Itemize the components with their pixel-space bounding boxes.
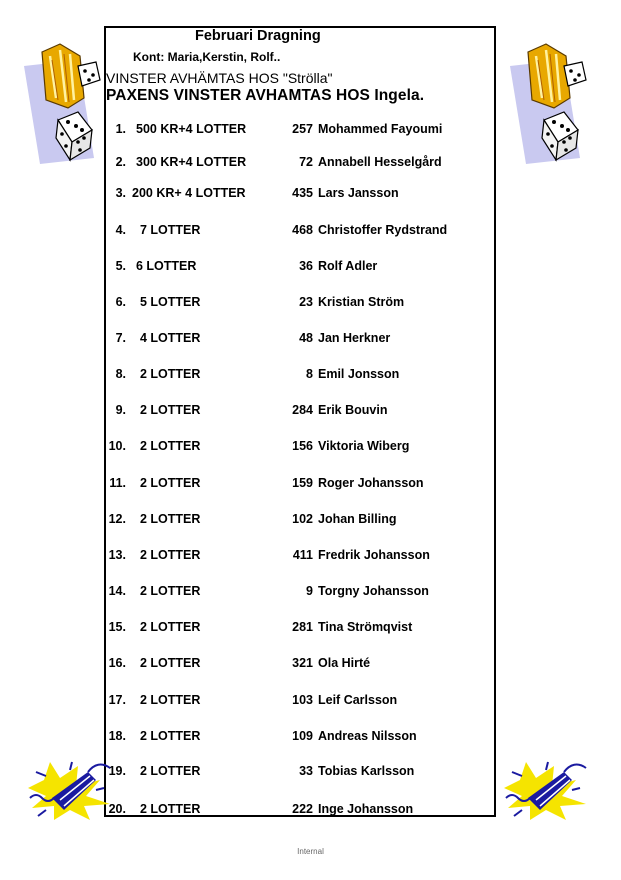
winner-name: Lars Jansson [318, 186, 399, 200]
prize-text: 300 KR+4 LOTTER [136, 155, 247, 169]
pickup-notice: VINSTER AVHÄMTAS HOS "Strölla" [106, 70, 333, 86]
party-horn-icon [500, 758, 596, 822]
ticket-number: 321 [292, 656, 313, 670]
row-number: 6. [115, 295, 126, 309]
winner-name: Viktoria Wiberg [318, 439, 410, 453]
prize-text: 2 LOTTER [140, 693, 201, 707]
ticket-number: 222 [292, 802, 313, 816]
ticket-number: 159 [292, 476, 313, 490]
row-number: 12. [108, 512, 126, 526]
row-number: 16. [108, 656, 126, 670]
ticket-number: 103 [292, 693, 313, 707]
winner-name: Emil Jonsson [318, 367, 400, 381]
row-number: 1. [115, 122, 126, 136]
prize-text: 2 LOTTER [140, 656, 201, 670]
dice-tower-icon [22, 38, 106, 168]
prize-text: 2 LOTTER [140, 548, 201, 562]
row-number: 3. [115, 186, 126, 200]
row-number: 13. [108, 548, 126, 562]
table-row [0, 259, 621, 275]
winner-name: Christoffer Rydstrand [318, 223, 448, 237]
row-number: 9. [115, 403, 126, 417]
prize-text: 2 LOTTER [140, 403, 201, 417]
winner-name: Jan Herkner [318, 331, 391, 345]
row-number: 10. [108, 439, 126, 453]
ticket-number: 257 [292, 122, 313, 136]
winner-name: Inge Johansson [318, 802, 414, 816]
table-row [0, 548, 621, 564]
prize-text: 4 LOTTER [140, 331, 201, 345]
ticket-number: 102 [292, 512, 313, 526]
row-number: 18. [108, 729, 126, 743]
prize-text: 200 KR+ 4 LOTTER [132, 186, 246, 200]
row-number: 4. [115, 223, 126, 237]
winner-name: Johan Billing [318, 512, 397, 526]
ticket-number: 156 [292, 439, 313, 453]
row-number: 19. [108, 764, 126, 778]
table-row [0, 693, 621, 709]
prize-text: 2 LOTTER [140, 729, 201, 743]
table-row [0, 584, 621, 600]
table-row [0, 656, 621, 672]
prize-text: 2 LOTTER [140, 512, 201, 526]
prize-text: 2 LOTTER [140, 764, 201, 778]
row-number: 2. [115, 155, 126, 169]
row-number: 14. [108, 584, 126, 598]
winner-name: Tina Strömqvist [318, 620, 413, 634]
prize-text: 2 LOTTER [140, 802, 201, 816]
prize-text: 7 LOTTER [140, 223, 201, 237]
table-row [0, 186, 621, 202]
prize-text: 6 LOTTER [136, 259, 197, 273]
ticket-number: 23 [299, 295, 313, 309]
table-row [0, 223, 621, 239]
ticket-number: 33 [299, 764, 313, 778]
prize-text: 500 KR+4 LOTTER [136, 122, 247, 136]
row-number: 11. [109, 476, 126, 490]
table-row [0, 295, 621, 311]
ticket-number: 468 [292, 223, 313, 237]
table-row [0, 512, 621, 528]
prize-text: 2 LOTTER [140, 476, 201, 490]
winner-name: Mohammed Fayoumi [318, 122, 443, 136]
prize-text: 2 LOTTER [140, 584, 201, 598]
winner-name: Torgny Johansson [318, 584, 429, 598]
winner-name: Rolf Adler [318, 259, 378, 273]
table-row [0, 331, 621, 347]
ticket-number: 284 [292, 403, 313, 417]
dice-tower-icon [508, 38, 592, 168]
row-number: 5. [115, 259, 126, 273]
ticket-number: 8 [306, 367, 313, 381]
ticket-number: 281 [292, 620, 313, 634]
prize-text: 2 LOTTER [140, 439, 201, 453]
winner-name: Leif Carlsson [318, 693, 398, 707]
winner-name: Ola Hirté [318, 656, 371, 670]
party-horn-icon [24, 758, 120, 822]
row-number: 15. [108, 620, 126, 634]
winner-name: Erik Bouvin [318, 403, 388, 417]
ticket-number: 9 [306, 584, 313, 598]
ticket-number: 109 [292, 729, 313, 743]
row-number: 8. [115, 367, 126, 381]
prize-text: 2 LOTTER [140, 620, 201, 634]
winner-name: Annabell Hesselgård [318, 155, 442, 169]
ticket-number: 411 [292, 548, 313, 562]
table-row [0, 620, 621, 636]
ticket-number: 435 [292, 186, 313, 200]
table-row [0, 403, 621, 419]
ticket-number: 48 [299, 331, 313, 345]
winner-name: Kristian Ström [318, 295, 405, 309]
ticket-number: 72 [299, 155, 313, 169]
prize-text: 2 LOTTER [140, 367, 201, 381]
row-number: 20. [108, 802, 126, 816]
winner-name: Fredrik Johansson [318, 548, 430, 562]
winner-name: Tobias Karlsson [318, 764, 415, 778]
ticket-number: 36 [299, 259, 313, 273]
prize-text: 5 LOTTER [140, 295, 201, 309]
winner-name: Andreas Nilsson [318, 729, 417, 743]
winner-name: Roger Johansson [318, 476, 424, 490]
table-row [0, 367, 621, 383]
page-title: Februari Dragning [195, 28, 321, 44]
row-number: 7. [115, 331, 126, 345]
table-row [0, 439, 621, 455]
table-row [0, 729, 621, 745]
paxen-pickup-notice: PAXENS VINSTER AVHAMTAS HOS Ingela. [106, 87, 425, 104]
table-row [0, 476, 621, 492]
footer-classification: Internal [297, 847, 324, 856]
row-number: 17. [108, 693, 126, 707]
contact-line: Kont: Maria,Kerstin, Rolf.. [133, 50, 281, 64]
